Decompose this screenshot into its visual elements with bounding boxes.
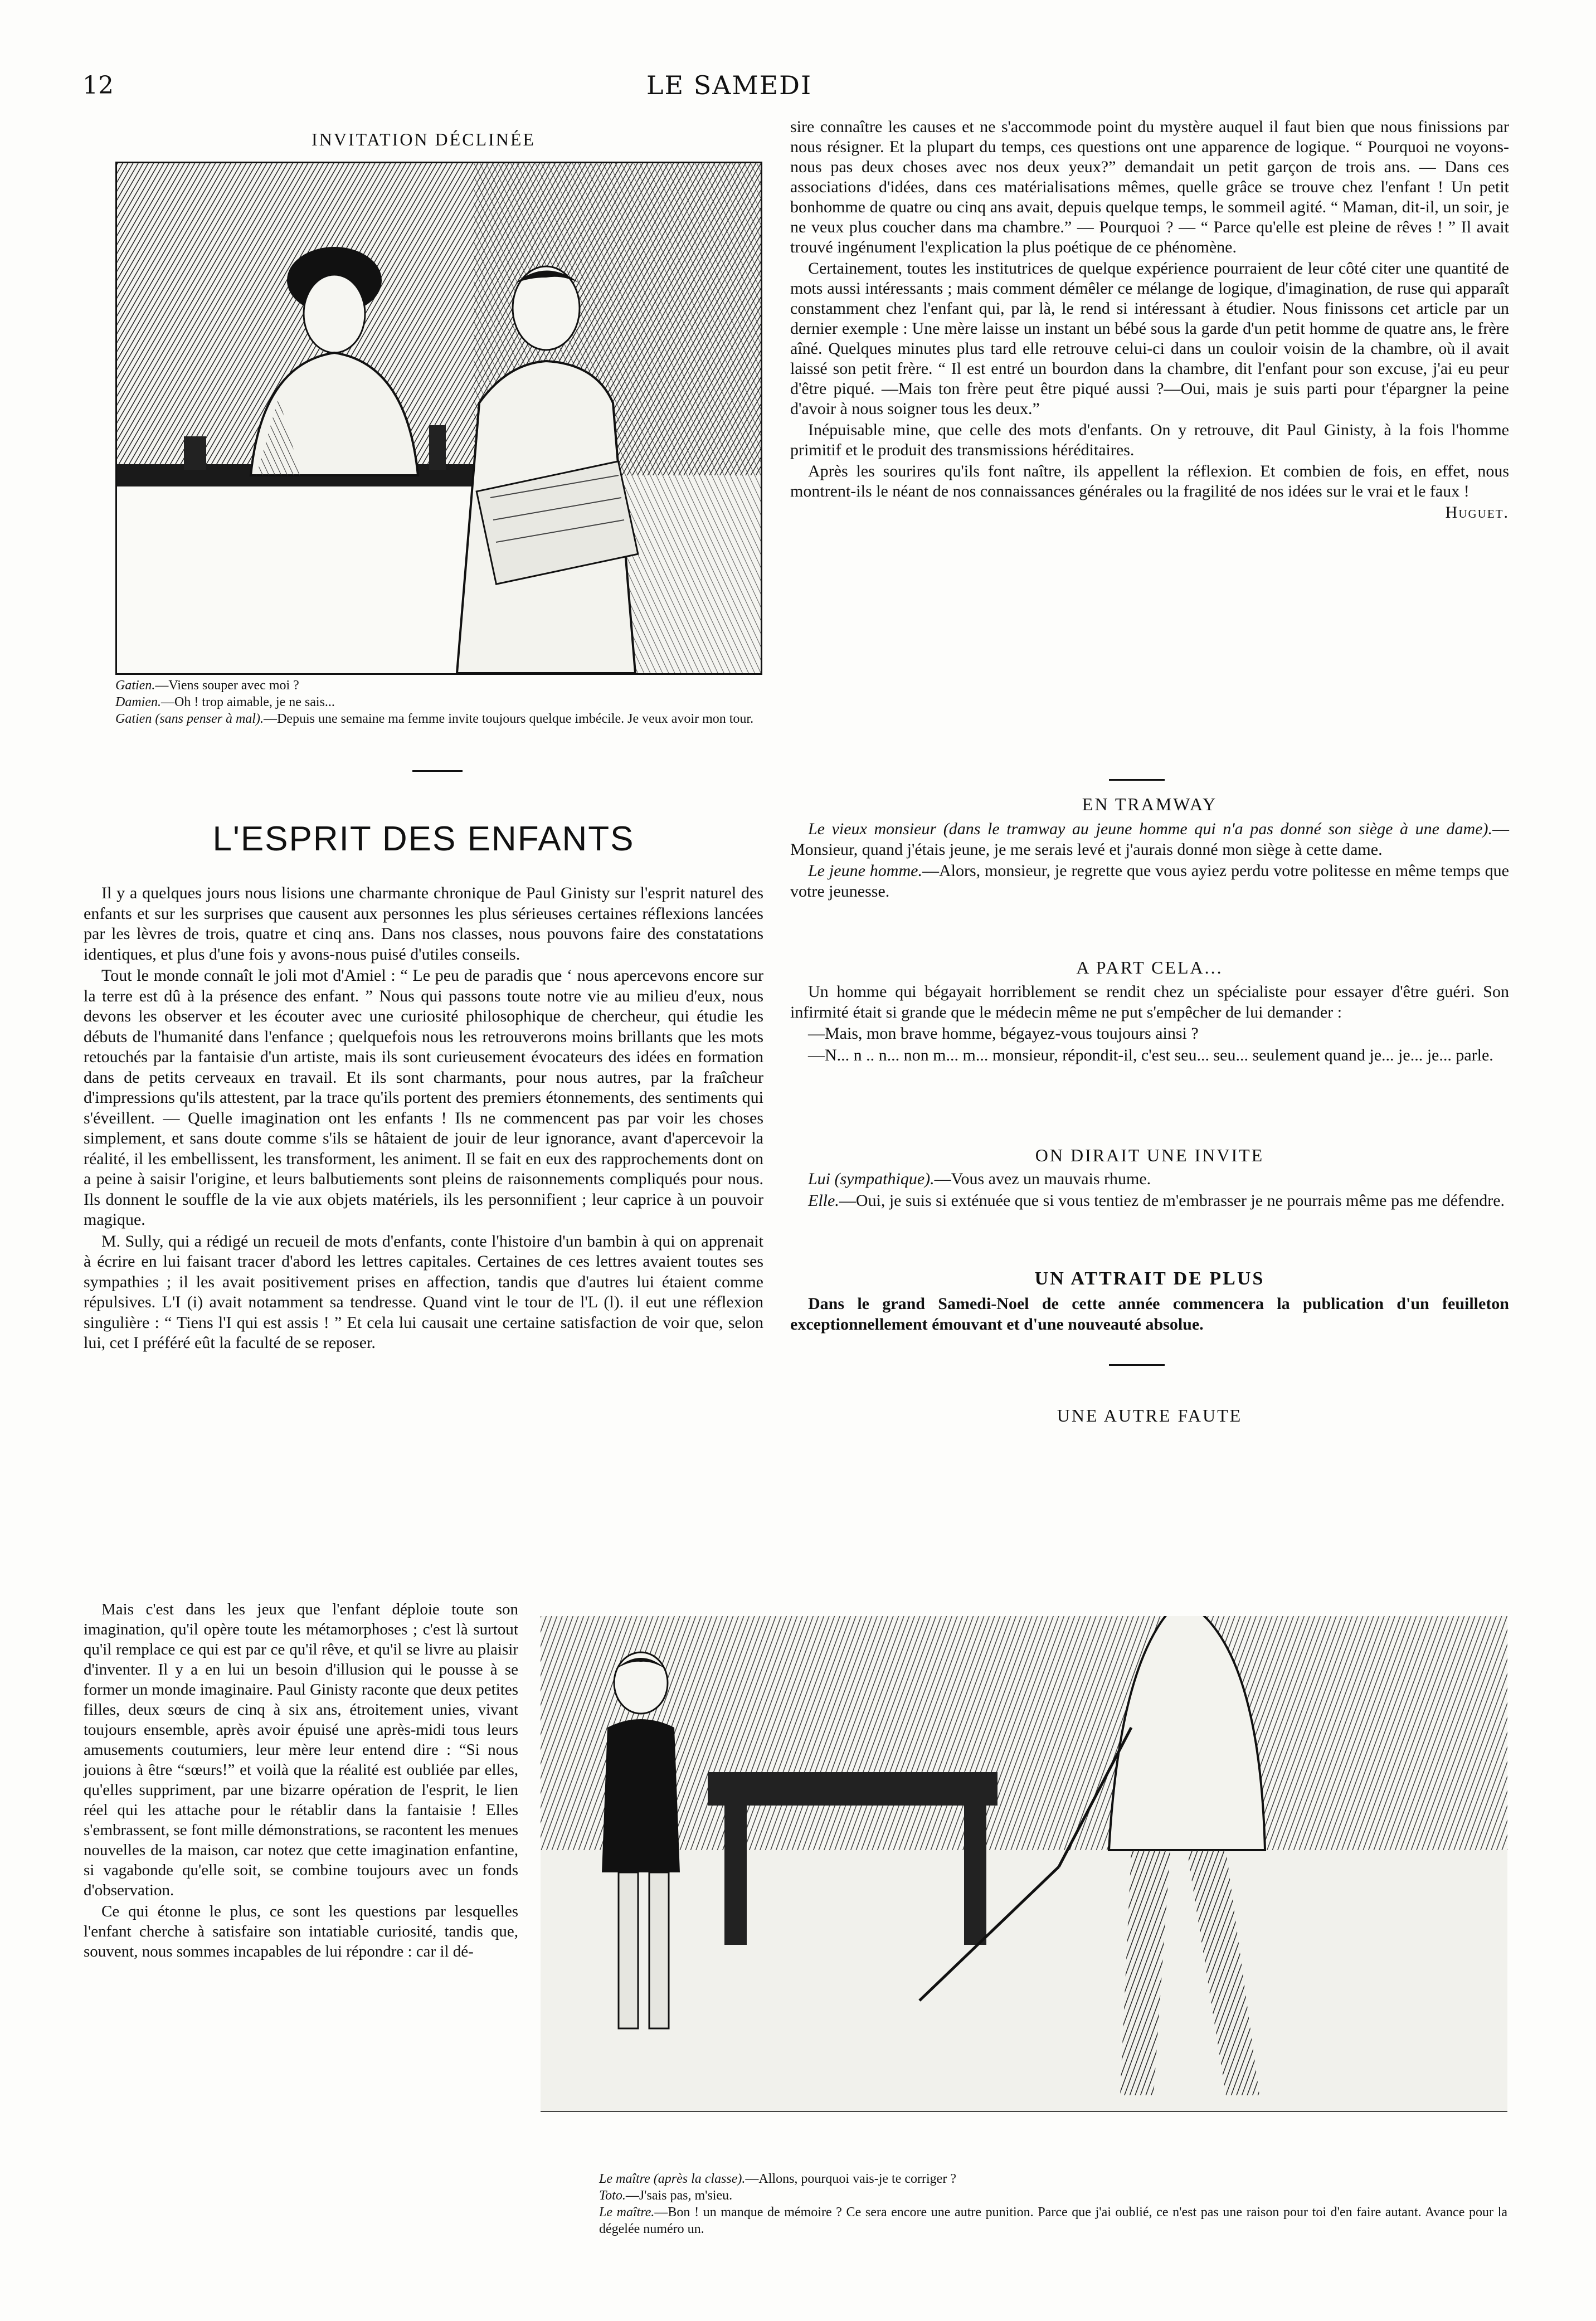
caption-line: Gatien.—Viens souper avec moi ? bbox=[115, 678, 299, 693]
dialogue-line: Le jeune homme.—Alors, monsieur, je regrette que vous ayiez perdu votre politesse en même temps que votre jeunesse. bbox=[790, 862, 1509, 901]
left-column-text bbox=[84, 883, 763, 1355]
apart-text bbox=[790, 982, 1509, 1067]
page-number: 12 bbox=[82, 71, 114, 100]
engraving-image bbox=[117, 163, 761, 673]
caption-line: Le maître (après la classe).—Allons, pourquoi vais-je te corriger ? bbox=[599, 2172, 956, 2186]
paragraph: —N... n .. n... non m... m... monsieur, répondit-il, c'est seu... seu... seulement quand je... je... je... parle. bbox=[808, 1045, 1493, 1064]
illustration-invitation bbox=[115, 162, 762, 675]
dialogue-line: Elle.—Oui, je suis si exténuée que si vous tentiez de m'embrasser je ne pourrais même pas me défendre. bbox=[808, 1191, 1505, 1210]
caption-line: Le maître.—Bon ! un manque de mémoire ? Ce sera encore une autre punition. Parce que j'ai oublié, ce n'est pas une raison pour toi d'en faire autant. Avance pour la dégelée numéro un. bbox=[599, 2205, 1507, 2236]
illustration-title: INVITATION DÉCLINÉE bbox=[312, 129, 536, 149]
paragraph: Mais c'est dans les jeux que l'enfant déploie toute son imagination, qu'il opère toute les métamorphoses ; c'est là surtout qu'il remplace ce qui est par ce qu'il rêve, et qu'il se livre au plaisir d'inventer. Il y a en lui un besoin d'illusion qui le pousse à se former un monde imaginaire. Paul Ginisty raconte que deux petites filles, deux sœurs de cinq à six ans, étroitement unies, vivant toujours ensemble, après avoir épuisé une après-midi tous leurs amusements coutumiers, leur mère leur entend dire : “Si nous jouions à être “sœurs!” et voilà que la réalité est oubliée par elles, qu'elles suppriment, par une bizarre opération de l'esprit, le lien réel qui les attache pour le rétablir dans la fantaisie ! Elles s'embrassent, se font mille démonstrations, se racontent les menues nouvelles de la maison, car notez que cette imagination enfantine, si vagabonde qu'elle soit, se combine toujours avec un fonds d'observation. bbox=[84, 1600, 518, 1899]
divider bbox=[1109, 779, 1165, 781]
illustration-caption bbox=[115, 677, 756, 727]
caption-line: Toto.—J'sais pas, m'sieu. bbox=[599, 2188, 733, 2203]
dialogue-line: Le vieux monsieur (dans le tramway au jeune homme qui n'a pas donné son siège à une dame).—Monsieur, quand j'étais jeune, je me serais levé et j'aurais donné mon siège à cette dame. bbox=[790, 820, 1509, 859]
paragraph: Il y a quelques jours nous lisions une charmante chronique de Paul Ginisty sur l'esprit naturel des enfants et sur les surprises que causent aux personnes les plus sérieuses certaines réflexions lancées par les lèvres de trois, quatre et cinq ans. Dans nos classes, nous pouvons faire des constatations identiques, et plus d'une fois y avons-nous puisé d'utiles conseils. bbox=[84, 884, 763, 964]
paragraph: M. Sully, qui a rédigé un recueil de mots d'enfants, conte l'histoire d'un bambin à qui on apprenait à écrire en lui faisant tracer d'abord les lettres capitales. Certaines de ces lettres avaient toutes ses sympathies ; il les avait positivement prises en affection, tandis que d'autres lui étaient comme répulsives. L'I (i) avait notamment sa tendresse. Quand vint le tour de l'L (l). il eut une réflexion singulière : “ Tiens l'I qui est assis ! ” Et cela lui causait une certaine satisfaction de voir que, selon lui, cet I préféré eût la faculté de se reposer. bbox=[84, 1232, 763, 1352]
invite-text bbox=[790, 1169, 1509, 1212]
paragraph: Après les sourires qu'ils font naître, ils appellent la réflexion. Et combien de fois, en effet, nous montrent-ils le néant de nos connaissances générales ou la fragilité de nos idées sur le vrai et le faux ! bbox=[790, 462, 1509, 500]
dialogue-line: Lui (sympathique).—Vous avez un mauvais rhume. bbox=[808, 1170, 1151, 1188]
illustration-caption bbox=[599, 2171, 1507, 2237]
tramway-text bbox=[790, 819, 1509, 903]
paragraph: Un homme qui bégayait horriblement se rendit chez un spécialiste pour essayer d'être guéri. Son infirmité était si grande que le médecin même ne put s'empêcher de lui demander : bbox=[790, 982, 1509, 1021]
section-title-faute: UNE AUTRE FAUTE bbox=[1057, 1405, 1243, 1425]
illustration-autre-faute bbox=[541, 1616, 1507, 2112]
paragraph: Ce qui étonne le plus, ce sont les questions par lesquelles l'enfant cherche à satisfaire son intatiable curiosité, tandis que, souvent, nous sommes incapables de lui répondre : car il dé- bbox=[84, 1902, 518, 1960]
article-title: L'ESPRIT DES ENFANTS bbox=[212, 820, 635, 858]
section-title-attrait: UN ATTRAIT DE PLUS bbox=[1034, 1268, 1265, 1289]
paragraph: —Mais, mon brave homme, bégayez-vous toujours ainsi ? bbox=[808, 1024, 1199, 1043]
attrait-text bbox=[790, 1294, 1509, 1336]
engraving-image bbox=[541, 1616, 1507, 2112]
left-narrow-column-text bbox=[84, 1599, 518, 1963]
paragraph: Certainement, toutes les institutrices de quelque expérience pourraient de leur côté citer une quantité de mots aussi intéressants ; mais comment démêler ce mélange de logique, d'imagination, de ruse qui apparaît constamment chez l'enfant qui, par là, le rend si intéressant à étudier. Nous finissons cet article par un dernier exemple : Une mère laisse un instant un bébé sous la garde d'un petit homme de quatre ans, le frère aîné. Quelques minutes plus tard elle retrouve celui-ci dans un couloir voisin de la chambre, où il avait laissé son petit frère. “ Il est entré un bourdon dans la chambre, dit l'enfant pour son excuse, j'ai eu peur d'être piqué. —Mais ton frère peut être piqué aussi ?—Oui, mais je suis parti pour t'épargner la peine d'avoir à nous soigner tous les deux.” bbox=[790, 259, 1509, 418]
section-title-invite: ON DIRAIT UNE INVITE bbox=[1035, 1145, 1264, 1165]
section-title-apart: A PART CELA... bbox=[1076, 957, 1223, 977]
section-title-tramway: EN TRAMWAY bbox=[1082, 794, 1218, 814]
paragraph: sire connaître les causes et ne s'accommode point du mystère auquel il faut bien que nous finissions par nous résigner. Et la plupart du temps, ces questions ont une apparence de logique. “ Pourquoi ne voyons-nous pas deux choses avec nos deux yeux?” demandait un petit garçon de trois ans. — Dans ces associations d'idées, dans ces matérialisations mêmes, quelle grâce se trouve chez l'enfant ! Un petit bonhomme de quatre ou cinq ans avait, depuis quelque temps, le sommeil agité. “ Maman, dit-il, un soir, je ne veux plus coucher dans ma chambre.” — Pourquoi ? — “ Parce qu'elle est pleine de rêves ! ” Il avait trouvé ingénument l'explication la plus poétique de ce phénomène. bbox=[790, 118, 1509, 256]
right-column-text bbox=[790, 117, 1509, 524]
paragraph: Inépuisable mine, que celle des mots d'enfants. On y retrouve, dit Paul Ginisty, à la fois l'homme primitif et le produit des transmissions héréditaires. bbox=[790, 421, 1509, 459]
signature: Huguet. bbox=[1445, 503, 1509, 522]
divider bbox=[412, 770, 463, 772]
paragraph: Tout le monde connaît le joli mot d'Amiel : “ Le peu de paradis que ‘ nous apercevons encore sur la terre est dû à la présence des enfant. ” Nous qui passons toute notre vie au milieu d'eux, nous devons les observer et les écouter avec une curiosité philosophique de chercheur, qui étudie les débuts de l'humanité dans l'enfance ; quelquefois nous les retrouverons moins brillants que les mots retouchés par la fantaisie d'un artiste, mais ils sont curieusement évocateurs des idées en formation dans de petits cerveaux en travail. Et ils sont charmants, pour nous autres, par la fraîcheur d'impressions qu'ils attestent, par la trace qu'ils portent des premiers étonnements, des sentiments qui s'éveillent. — Quelle imagination ont les enfants ! Ils ne commencent pas par voir les choses simplement, et sans doute comme s'ils se hâtaient de jouir de leur ignorance, avant d'apercevoir la réalité, il les embellissent, les transforment, les animent. Il se fait en eux des rapprochements dont on a peine à saisir l'origine, et leurs balbutiements sont pleins de raisonnements compliqués pour nous. Ils donnent le souffle de la vie aux objets matériels, ils les personnifient ; leur caprice à un pouvoir magique. bbox=[84, 966, 763, 1229]
caption-line: Damien.—Oh ! trop aimable, je ne sais... bbox=[115, 695, 335, 709]
paragraph: Dans le grand Samedi-Noel de cette année commencera la publication d'un feuilleton exceptionnellement émouvant et d'une nouveauté absolue. bbox=[790, 1295, 1509, 1334]
divider bbox=[1109, 1364, 1165, 1366]
masthead: LE SAMEDI bbox=[646, 70, 812, 100]
caption-line: Gatien (sans penser à mal).—Depuis une semaine ma femme invite toujours quelque imbécile. Je veux avoir mon tour. bbox=[115, 712, 754, 726]
